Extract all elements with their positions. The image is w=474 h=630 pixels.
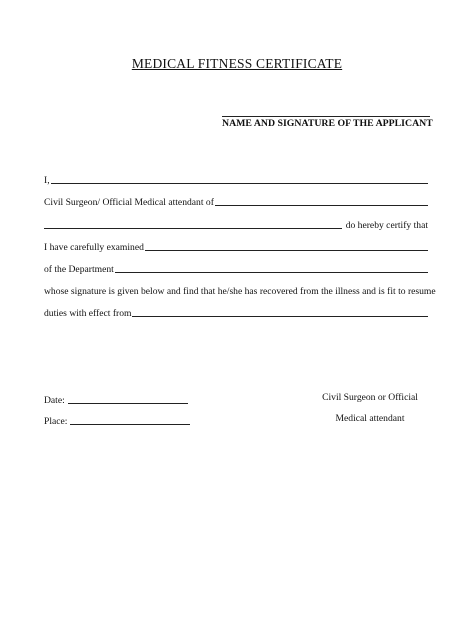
certify-row xyxy=(44,217,428,231)
recovery-statement-row xyxy=(44,283,436,297)
effective-date-row xyxy=(44,305,428,319)
place-row xyxy=(44,413,190,427)
examined-label: I have carefully examined xyxy=(44,242,144,253)
signatory-title-line2: Medical attendant xyxy=(335,413,405,424)
applicant-caption: NAME AND SIGNATURE OF THE APPLICANT xyxy=(222,118,433,129)
name-row xyxy=(44,172,428,186)
effective-date-label: duties with effect from xyxy=(44,308,132,319)
attendant-of-field[interactable] xyxy=(215,205,428,206)
department-label: of the Department xyxy=(44,264,114,275)
place-field[interactable] xyxy=(70,424,190,425)
date-row xyxy=(44,392,188,406)
name-field[interactable] xyxy=(51,183,428,184)
date-field[interactable] xyxy=(68,403,188,404)
certify-field[interactable] xyxy=(44,228,342,229)
place-label: Place: xyxy=(44,416,68,427)
attendant-of-row xyxy=(44,194,428,208)
certify-label: do hereby certify that xyxy=(345,220,428,231)
recovery-statement: whose signature is given below and find that he/she has recovered from the illness and is fit to resume xyxy=(44,286,436,297)
effective-date-field[interactable] xyxy=(132,316,428,317)
examined-row xyxy=(44,239,428,253)
date-label: Date: xyxy=(44,395,65,406)
name-label: I, xyxy=(44,175,50,186)
certificate-title: MEDICAL FITNESS CERTIFICATE xyxy=(131,56,343,71)
department-row xyxy=(44,261,428,275)
attendant-of-label: Civil Surgeon/ Official Medical attendant of xyxy=(44,197,214,208)
department-field[interactable] xyxy=(115,272,428,273)
examined-field[interactable] xyxy=(145,250,428,251)
signatory-title-line1: Civil Surgeon or Official xyxy=(322,392,418,403)
applicant-signature-line[interactable] xyxy=(222,116,430,117)
